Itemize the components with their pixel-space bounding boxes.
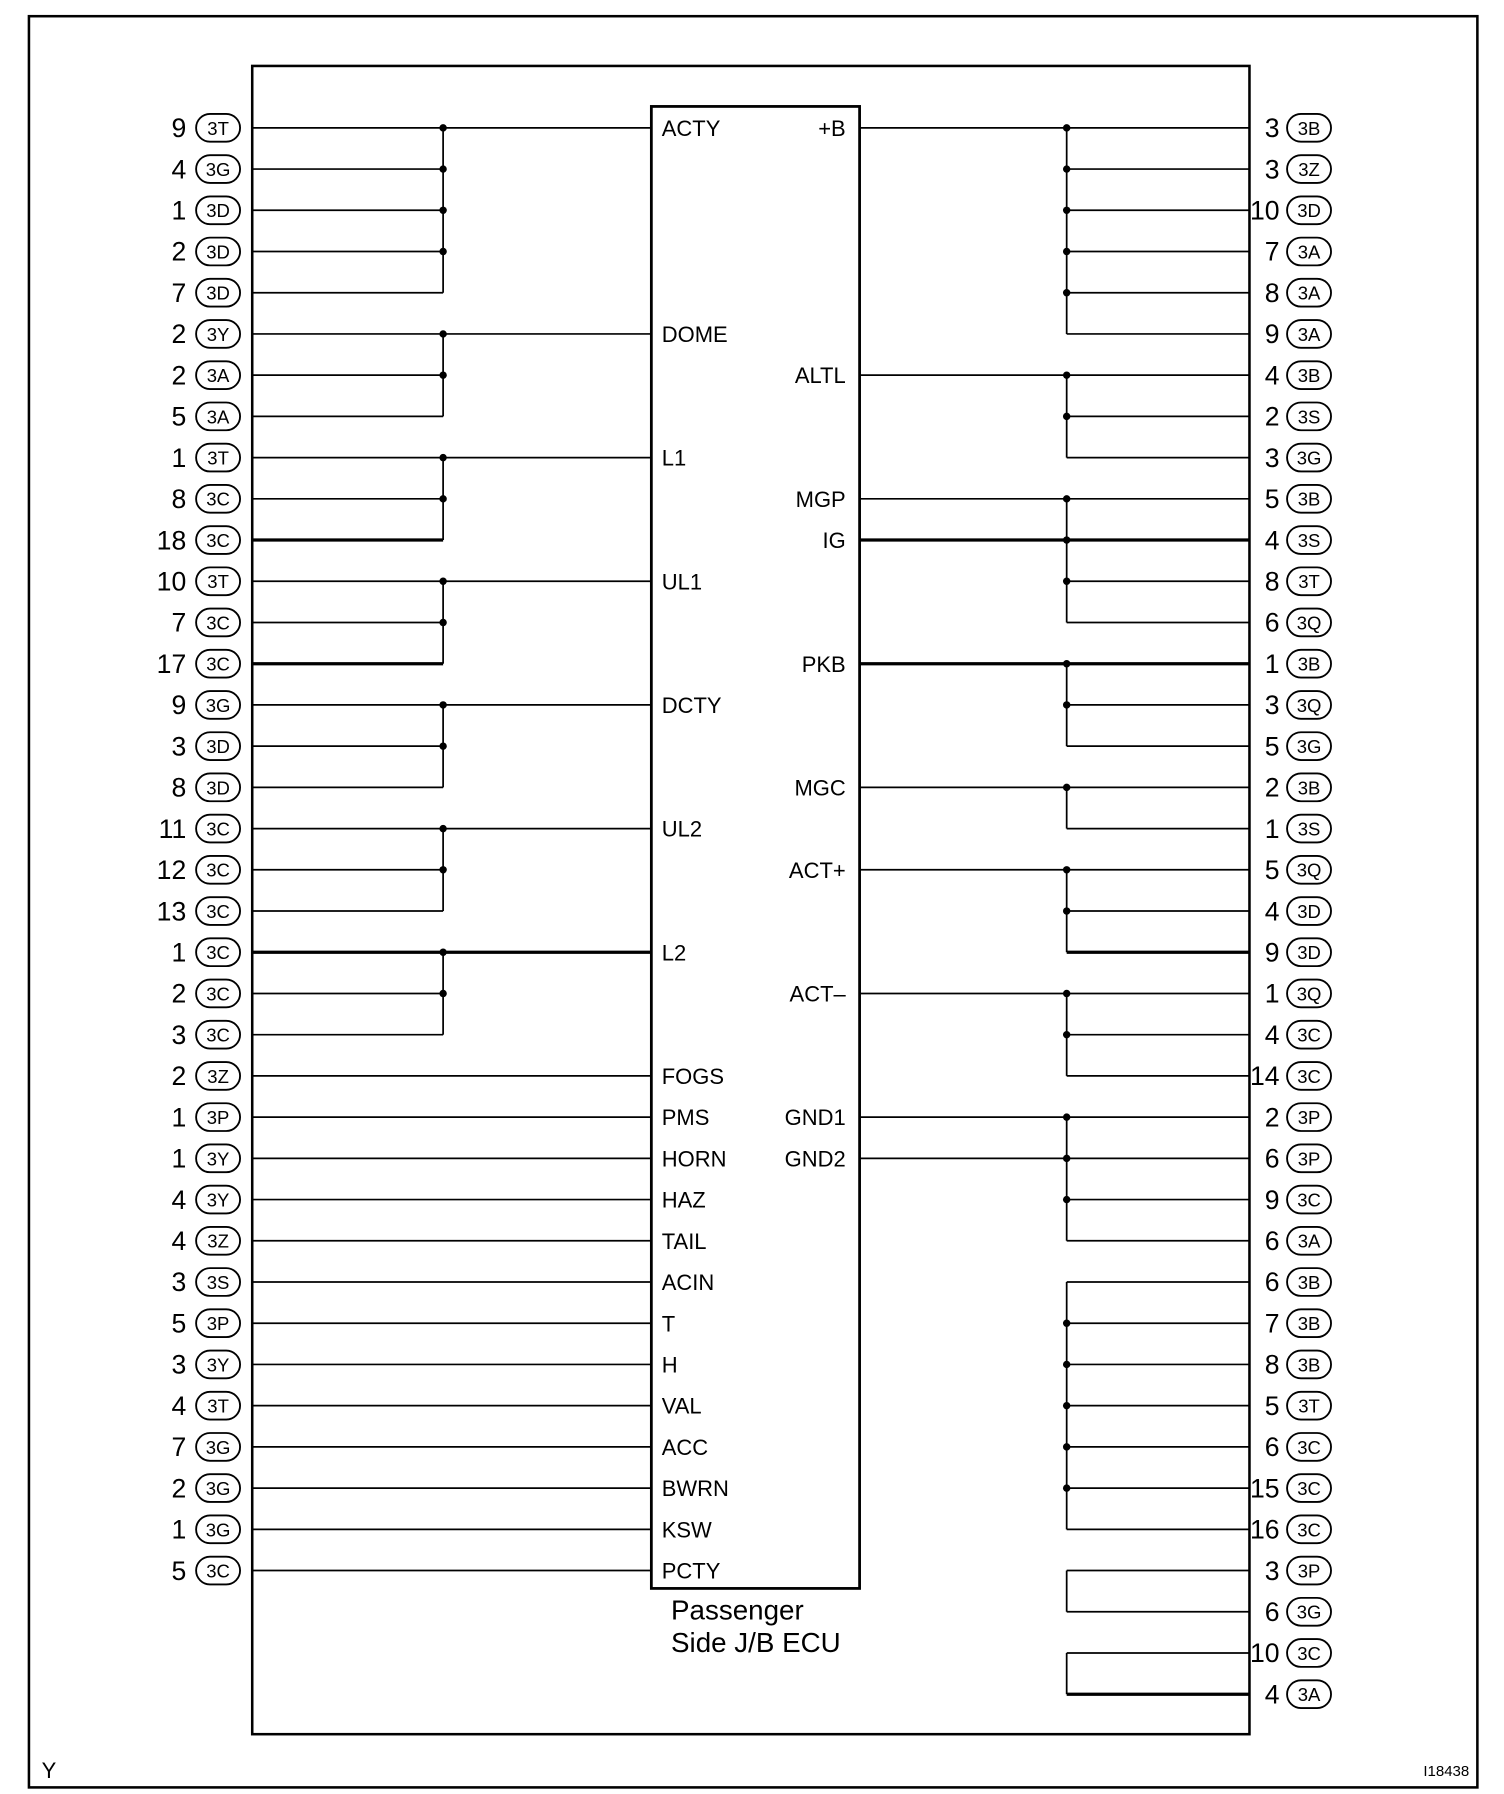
left-pin-number: 7: [171, 277, 187, 308]
right-junction-dot: [1063, 536, 1070, 543]
right-connector-label: 3S: [1297, 818, 1321, 840]
ecu-terminal-left: BWRN: [661, 1476, 729, 1502]
left-connector-label: 3Z: [207, 1065, 229, 1087]
right-pin-number: 3: [1264, 1555, 1280, 1586]
ecu-terminal-right: IG: [822, 528, 846, 554]
left-pin-number: 8: [171, 484, 187, 515]
left-connector-label: 3C: [206, 859, 230, 881]
right-pin-number: 5: [1264, 731, 1280, 762]
left-pin-number: 2: [171, 236, 187, 267]
left-connector-label: 3C: [206, 612, 230, 634]
right-pin-number: 4: [1264, 896, 1280, 927]
left-junction-dot: [439, 619, 446, 626]
ecu-terminal-left: ACC: [661, 1434, 709, 1460]
left-junction-dot: [439, 371, 446, 378]
right-pin-number: 4: [1264, 360, 1280, 391]
left-connector-label: 3P: [206, 1313, 230, 1335]
left-connector-label: 3G: [205, 1519, 231, 1541]
right-connector-label: 3C: [1297, 1065, 1321, 1087]
right-junction-dot: [1063, 1402, 1070, 1409]
left-pin-number: 3: [171, 1267, 187, 1298]
left-connector-label: 3S: [206, 1271, 230, 1293]
right-pin-number: 7: [1264, 236, 1280, 267]
right-connector-label: 3Z: [1298, 158, 1320, 180]
right-pin-number: 5: [1264, 484, 1280, 515]
right-pin-number: 3: [1264, 442, 1280, 473]
left-connector-label: 3G: [205, 1436, 231, 1458]
left-connector-label: 3C: [206, 529, 230, 551]
left-connector-label: 3Z: [207, 1230, 229, 1252]
left-connector-label: 3C: [206, 1560, 230, 1582]
left-junction-dot: [439, 825, 446, 832]
right-pin-number: 4: [1264, 525, 1280, 556]
left-pin-number: 4: [171, 154, 187, 185]
right-connector-label: 3S: [1297, 529, 1321, 551]
left-junction-dot: [439, 248, 446, 255]
ecu-terminal-right: MGP: [795, 486, 846, 512]
right-connector-label: 3Q: [1296, 694, 1322, 716]
ecu-terminal-right: ALTL: [794, 363, 846, 389]
right-connector-label: 3P: [1297, 1107, 1321, 1129]
ecu-terminal-right: +B: [818, 115, 846, 141]
right-junction-dot: [1063, 495, 1070, 502]
ecu-terminal-left: ACTY: [661, 115, 721, 141]
right-pin-number: 3: [1264, 113, 1280, 144]
right-junction-dot: [1063, 1320, 1070, 1327]
ecu-terminal-left: PCTY: [661, 1558, 721, 1584]
ecu-terminal-right: GND2: [784, 1146, 846, 1172]
right-pin-number: 9: [1264, 319, 1280, 350]
right-connector-label: 3P: [1297, 1560, 1321, 1582]
left-pin-number: 5: [171, 1555, 187, 1586]
left-connector-label: 3Y: [206, 1354, 230, 1376]
left-connector-label: 3T: [207, 571, 229, 593]
right-connector-label: 3B: [1297, 365, 1321, 387]
left-junction-dot: [439, 454, 446, 461]
left-connector-label: 3A: [206, 406, 230, 428]
ecu-terminal-right: MGC: [794, 775, 846, 801]
ecu-terminal-left: L2: [661, 940, 687, 966]
ecu-terminal-left: UL2: [661, 816, 703, 842]
right-pin-number: 3: [1264, 154, 1280, 185]
left-connector-label: 3A: [206, 365, 230, 387]
right-connector-label: 3B: [1297, 653, 1321, 675]
right-connector-label: 3B: [1297, 1313, 1321, 1335]
left-connector-label: 3C: [206, 983, 230, 1005]
right-connector-label: 3D: [1297, 900, 1321, 922]
corner-label: Y: [41, 1758, 57, 1784]
right-pin-number: 4: [1264, 1679, 1280, 1710]
left-junction-dot: [439, 495, 446, 502]
right-connector-label: 3G: [1296, 736, 1322, 758]
right-connector-label: 3C: [1297, 1024, 1321, 1046]
left-pin-number: 1: [171, 1102, 187, 1133]
right-pin-number: 8: [1264, 566, 1280, 597]
left-pin-number: 12: [156, 855, 187, 886]
left-connector-label: 3C: [206, 818, 230, 840]
right-pin-number: 1: [1264, 978, 1280, 1009]
left-junction-dot: [439, 124, 446, 131]
right-connector-label: 3P: [1297, 1148, 1321, 1170]
right-connector-label: 3A: [1297, 241, 1321, 263]
ecu-terminal-left: T: [661, 1311, 676, 1337]
left-junction-dot: [439, 578, 446, 585]
wiring-layer: [252, 124, 1249, 1694]
left-pin-number: 7: [171, 607, 187, 638]
right-connector-label: 3A: [1297, 1684, 1321, 1706]
right-junction-dot: [1063, 1196, 1070, 1203]
left-connector-label: 3P: [206, 1107, 230, 1129]
left-junction-dot: [439, 330, 446, 337]
right-junction-dot: [1063, 784, 1070, 791]
right-pin-number: 10: [1249, 1638, 1280, 1669]
left-connector-label: 3G: [205, 694, 231, 716]
ecu-name-line-2: Side J/B ECU: [671, 1627, 841, 1659]
right-pin-number: 6: [1264, 607, 1280, 638]
right-connector-label: 3T: [1298, 1395, 1320, 1417]
right-pin-number: 6: [1264, 1267, 1280, 1298]
right-junction-dot: [1063, 866, 1070, 873]
left-pin-number: 1: [171, 1143, 187, 1174]
right-junction-dot: [1063, 1113, 1070, 1120]
left-junction-dot: [439, 742, 446, 749]
right-junction-dot: [1063, 248, 1070, 255]
junction-block-border: [252, 66, 1249, 1734]
left-pin-number: 1: [171, 195, 187, 226]
left-pin-number: 2: [171, 319, 187, 350]
right-junction-dot: [1063, 907, 1070, 914]
right-junction-dot: [1063, 165, 1070, 172]
right-connector-label: 3C: [1297, 1642, 1321, 1664]
ecu-terminal-right: GND1: [784, 1105, 846, 1131]
right-junction-dot: [1063, 1155, 1070, 1162]
left-connector-label: 3D: [206, 282, 230, 304]
right-connector-label: 3B: [1297, 117, 1321, 139]
right-junction-dot: [1063, 1443, 1070, 1450]
right-junction-dot: [1063, 289, 1070, 296]
left-pin-number: 4: [171, 1226, 187, 1257]
left-connector-label: 3Y: [206, 323, 230, 345]
left-pin-number: 18: [156, 525, 187, 556]
ecu-terminal-left: H: [661, 1352, 678, 1378]
left-connector-label: 3C: [206, 653, 230, 675]
right-connector-label: 3A: [1297, 323, 1321, 345]
right-pin-number: 2: [1264, 772, 1280, 803]
left-connector-label: 3C: [206, 942, 230, 964]
right-junction-dot: [1063, 371, 1070, 378]
ecu-terminal-left: VAL: [661, 1393, 702, 1419]
left-connector-label: 3C: [206, 1024, 230, 1046]
right-connector-label: 3S: [1297, 406, 1321, 428]
ecu-terminal-right: ACT–: [789, 981, 846, 1007]
right-pin-number: 15: [1249, 1473, 1280, 1504]
right-connector-label: 3G: [1296, 447, 1322, 469]
right-junction-dot: [1063, 207, 1070, 214]
ecu-terminal-left: FOGS: [661, 1064, 725, 1090]
ecu-terminal-left: DCTY: [661, 693, 722, 719]
left-pin-number: 9: [171, 113, 187, 144]
left-pin-number: 5: [171, 1308, 187, 1339]
right-connector-label: 3C: [1297, 1189, 1321, 1211]
left-pin-number: 4: [171, 1184, 187, 1215]
right-connector-label: 3B: [1297, 1271, 1321, 1293]
left-pin-number: 2: [171, 978, 187, 1009]
left-pin-number: 1: [171, 442, 187, 473]
right-pin-number: 7: [1264, 1308, 1280, 1339]
right-connector-label: 3A: [1297, 282, 1321, 304]
right-connector-label: 3B: [1297, 488, 1321, 510]
left-connector-label: 3D: [206, 736, 230, 758]
right-pin-number: 5: [1264, 855, 1280, 886]
right-pin-number: 6: [1264, 1226, 1280, 1257]
left-connector-label: 3Y: [206, 1189, 230, 1211]
right-pin-number: 16: [1249, 1514, 1280, 1545]
right-junction-dot: [1063, 701, 1070, 708]
ecu-terminal-left: TAIL: [661, 1228, 707, 1254]
ecu-terminal-right: PKB: [801, 651, 846, 677]
left-junction-dot: [439, 990, 446, 997]
left-connector-label: 3C: [206, 488, 230, 510]
right-pin-number: 6: [1264, 1432, 1280, 1463]
left-connector-label: 3D: [206, 200, 230, 222]
ecu-terminal-right: ACT+: [788, 857, 846, 883]
right-pin-number: 9: [1264, 1184, 1280, 1215]
left-pin-number: 3: [171, 731, 187, 762]
right-connector-label: 3Q: [1296, 859, 1322, 881]
ecu-terminal-left: UL1: [661, 569, 703, 595]
left-pin-number: 3: [171, 1349, 187, 1380]
right-connector-label: 3Q: [1296, 612, 1322, 634]
left-connector-label: 3D: [206, 241, 230, 263]
right-junction-dot: [1063, 124, 1070, 131]
right-connector-label: 3D: [1297, 942, 1321, 964]
left-connector-label: 3T: [207, 447, 229, 469]
right-pin-number: 1: [1264, 813, 1280, 844]
left-pin-number: 17: [156, 648, 187, 679]
left-pin-number: 3: [171, 1019, 187, 1050]
right-pin-number: 6: [1264, 1143, 1280, 1174]
right-pin-number: 9: [1264, 937, 1280, 968]
left-connector-label: 3T: [207, 1395, 229, 1417]
left-pin-number: 2: [171, 1061, 187, 1092]
left-pin-number: 1: [171, 937, 187, 968]
ecu-name-line-1: Passenger: [671, 1594, 804, 1626]
left-junction-dot: [439, 701, 446, 708]
right-pin-number: 5: [1264, 1390, 1280, 1421]
left-pin-number: 13: [156, 896, 187, 927]
right-connector-label: 3C: [1297, 1436, 1321, 1458]
right-pin-number: 6: [1264, 1597, 1280, 1628]
right-junction-dot: [1063, 413, 1070, 420]
ecu-terminal-left: DOME: [661, 322, 728, 348]
right-connector-label: 3B: [1297, 1354, 1321, 1376]
left-pin-number: 10: [156, 566, 187, 597]
left-pin-number: 9: [171, 690, 187, 721]
right-connector-label: 3Q: [1296, 983, 1322, 1005]
left-pin-number: 5: [171, 401, 187, 432]
left-pin-number: 8: [171, 772, 187, 803]
left-connector-label: 3G: [205, 158, 231, 180]
left-connector-label: 3G: [205, 1478, 231, 1500]
ecu-terminal-left: ACIN: [661, 1270, 715, 1296]
left-pin-number: 1: [171, 1514, 187, 1545]
figure-id: I18438: [1423, 1762, 1470, 1780]
right-pin-number: 3: [1264, 690, 1280, 721]
left-pin-number: 7: [171, 1432, 187, 1463]
right-connector-label: 3C: [1297, 1478, 1321, 1500]
left-connector-label: 3C: [206, 900, 230, 922]
right-connector-label: 3B: [1297, 777, 1321, 799]
right-connector-label: 3D: [1297, 200, 1321, 222]
left-junction-dot: [439, 949, 446, 956]
right-pin-number: 8: [1264, 277, 1280, 308]
left-pin-number: 2: [171, 1473, 187, 1504]
right-pin-number: 8: [1264, 1349, 1280, 1380]
left-connector-label: 3T: [207, 117, 229, 139]
right-pin-number: 4: [1264, 1019, 1280, 1050]
left-junction-dot: [439, 207, 446, 214]
left-junction-dot: [439, 866, 446, 873]
left-pin-number: 4: [171, 1390, 187, 1421]
left-junction-dot: [439, 165, 446, 172]
right-junction-dot: [1063, 1031, 1070, 1038]
ecu-terminal-left: HAZ: [661, 1187, 706, 1213]
ecu-terminal-left: L1: [661, 445, 687, 471]
right-junction-dot: [1063, 1361, 1070, 1368]
right-junction-dot: [1063, 1484, 1070, 1491]
right-connector-label: 3C: [1297, 1519, 1321, 1541]
right-pin-number: 2: [1264, 401, 1280, 432]
left-connector-label: 3Y: [206, 1148, 230, 1170]
ecu-terminal-left: KSW: [661, 1517, 712, 1543]
right-pin-number: 2: [1264, 1102, 1280, 1133]
right-connector-label: 3T: [1298, 571, 1320, 593]
ecu-terminal-left: PMS: [661, 1105, 710, 1131]
right-junction-dot: [1063, 990, 1070, 997]
left-pin-number: 11: [158, 813, 187, 844]
right-pin-number: 14: [1249, 1061, 1280, 1092]
left-pin-number: 2: [171, 360, 187, 391]
right-connector-label: 3A: [1297, 1230, 1321, 1252]
right-connector-label: 3G: [1296, 1601, 1322, 1623]
right-pin-number: 10: [1249, 195, 1280, 226]
right-pin-number: 1: [1264, 648, 1280, 679]
left-connector-label: 3D: [206, 777, 230, 799]
right-junction-dot: [1063, 578, 1070, 585]
right-junction-dot: [1063, 660, 1070, 667]
ecu-terminal-left: HORN: [661, 1146, 727, 1172]
